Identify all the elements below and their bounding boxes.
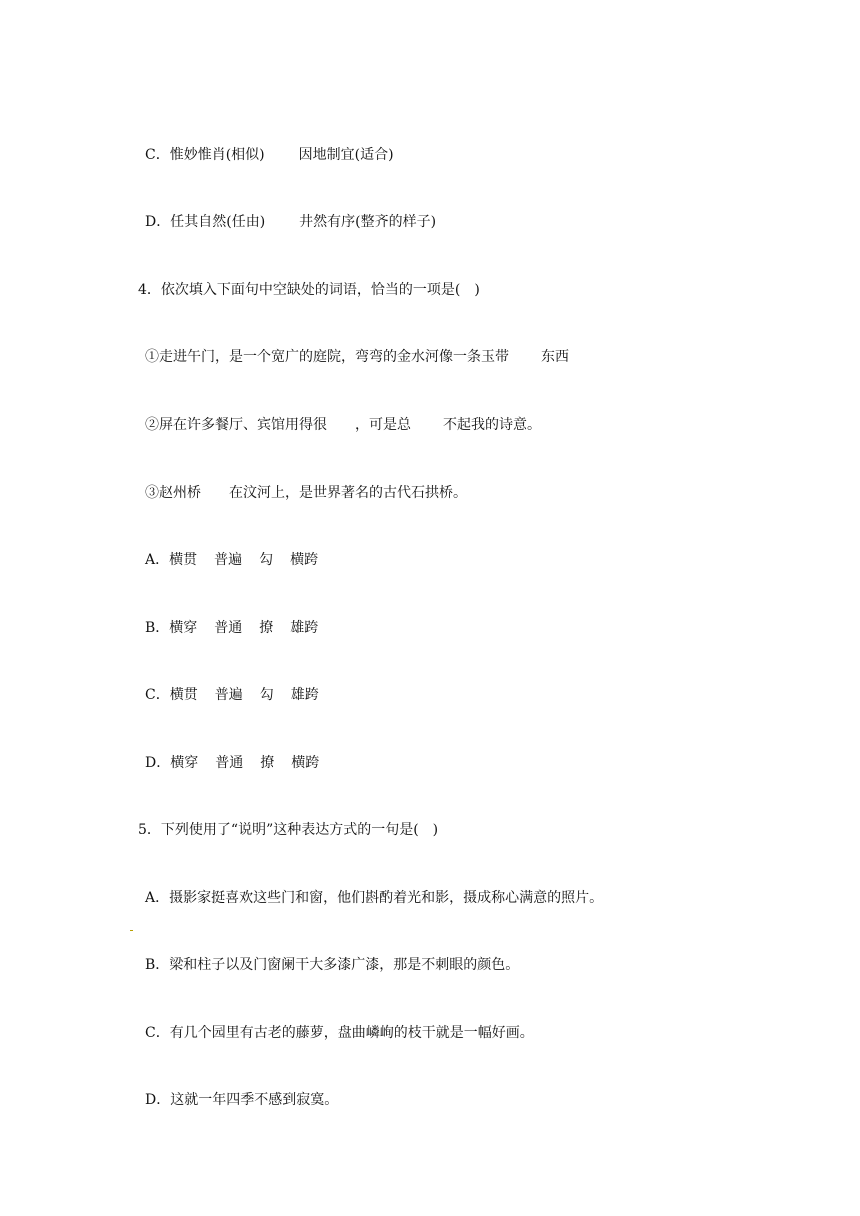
option-label: B． (145, 620, 170, 636)
option-label: D． (145, 214, 171, 230)
sentence-text: ①走进午门，是一个宽广的庭院，弯弯的金水河像一条玉带 (145, 349, 509, 365)
option-label: D． (145, 1092, 171, 1108)
option-label: D． (145, 755, 171, 771)
q5-stem: 5．下列使用了“说明”这种表达方式的一句是( ) (138, 822, 439, 838)
option-word: 普遍 (214, 552, 243, 568)
option-word: 横贯 (169, 552, 198, 568)
option-word: 横跨 (291, 755, 320, 771)
q5-option-c (145, 1023, 534, 1043)
option-word: 井然有序(整齐的样子) (299, 214, 437, 230)
option-word: 惟妙惟肖(相似) (169, 147, 265, 163)
option-word: 横贯 (169, 687, 198, 703)
option-label: A． (145, 552, 170, 568)
option-word: 因地制宜(适合) (298, 147, 394, 163)
sentence-text: 不起我的诗意。 (443, 417, 541, 433)
option-text: 摄影家挺喜欢这些门和窗，他们斟酌着光和影，摄成称心满意的照片。 (169, 890, 604, 906)
option-label: B． (145, 957, 170, 973)
option-word: 撩 (259, 620, 274, 636)
option-label: C． (145, 687, 170, 703)
option-label: C． (145, 147, 170, 163)
q4-sentence-2 (145, 415, 541, 435)
option-word: 普通 (214, 620, 243, 636)
q3-option-d (145, 212, 436, 232)
option-word: 勾 (259, 687, 274, 703)
option-text: 有几个园里有古老的藤萝，盘曲嶙峋的枝干就是一幅好画。 (169, 1025, 534, 1041)
option-text: 梁和柱子以及门窗阑干大多漆广漆，那是不刺眼的颜色。 (169, 957, 520, 973)
option-word: 普遍 (214, 687, 243, 703)
q5-option-d (145, 1090, 338, 1110)
option-word: 勾 (259, 552, 274, 568)
q4-stem: 4．依次填入下面句中空缺处的词语，恰当的一项是( ) (138, 282, 480, 298)
q4-sentence-1 (145, 347, 569, 367)
q5-option-a (145, 888, 603, 908)
sentence-text: 东西 (541, 349, 569, 365)
option-word: 撩 (260, 755, 275, 771)
q4-option-b (145, 618, 318, 638)
option-word: 横跨 (290, 552, 319, 568)
option-label: A． (145, 890, 170, 906)
q4-sentence-3 (145, 483, 467, 503)
q4-option-d (145, 753, 319, 773)
stray-mark (130, 930, 133, 931)
option-word: 普通 (215, 755, 244, 771)
option-word: 任其自然(任由) (170, 214, 266, 230)
option-label: C． (145, 1025, 170, 1041)
sentence-text: ，可是总 (355, 417, 411, 433)
option-word: 横穿 (170, 755, 199, 771)
q5-option-b (145, 955, 519, 975)
sentence-text: ②屏在许多餐厅、宾馆用得很 (145, 417, 327, 433)
option-word: 横穿 (169, 620, 198, 636)
sentence-text: 在汶河上，是世界著名的古代石拱桥。 (229, 485, 467, 501)
option-word: 雄跨 (290, 620, 319, 636)
option-text: 这就一年四季不感到寂寞。 (170, 1092, 339, 1108)
q4-option-c (145, 685, 319, 705)
q3-option-c (145, 145, 394, 165)
sentence-text: ③赵州桥 (145, 485, 201, 501)
option-word: 雄跨 (290, 687, 319, 703)
q4-option-a (145, 550, 318, 570)
